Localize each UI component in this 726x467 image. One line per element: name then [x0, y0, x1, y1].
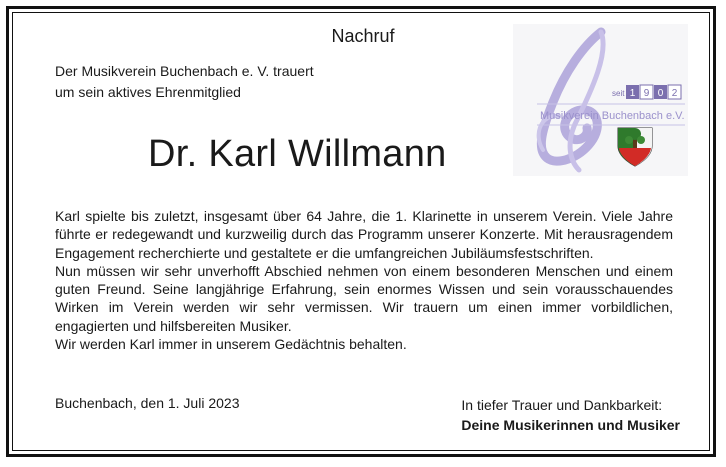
deceased-name: Dr. Karl Willmann — [148, 133, 447, 175]
logo-club-name: Musikverein Buchenbach e.V. — [540, 110, 685, 122]
closing-line: In tiefer Trauer und Dankbarkeit: — [461, 397, 663, 413]
year-digit: 9 — [643, 88, 650, 99]
intro-line: Der Musikverein Buchenbach e. V. trauert — [55, 63, 314, 79]
closing-block — [461, 395, 680, 435]
treble-clef-icon — [539, 32, 603, 170]
place-date: Buchenbach, den 1. Juli 2023 — [55, 395, 240, 411]
body-paragraph: Wir werden Karl immer in unserem Gedächtnis behalten. — [55, 336, 407, 353]
year-digit-boxes — [626, 85, 681, 99]
body-paragraph: Karl spielte bis zuletzt, insgesamt über 64 Jahre, die 1. Klarinette in unserem Verein. Viele Jahre führte er redegewandt und kurzweilig durch das Programm unserer Konzerte. Mit herausragendem Engagement recherchierte und gestaltete er die umfangreichen Jubiläumsfestschriften. — [55, 208, 673, 261]
coat-of-arms-icon — [618, 128, 652, 166]
year-digit: 2 — [671, 88, 678, 99]
signature: Deine Musikerinnen und Musiker — [461, 417, 680, 433]
intro-text — [55, 61, 415, 103]
logo-seit-text: seit — [612, 89, 625, 98]
intro-line: um sein aktives Ehrenmitglied — [55, 84, 241, 100]
year-digit: 0 — [657, 88, 664, 99]
logo-graphic — [513, 24, 688, 176]
year-digit: 1 — [629, 88, 636, 99]
body-text — [55, 207, 673, 353]
notice-heading: Nachruf — [331, 26, 395, 46]
body-paragraph: Nun müssen wir sehr unverhofft Abschied nehmen von einem besonderen Menschen und einem guten Freund. Seine langjährige Erfahrung, sein enormes Wissen und sein vorausschauendes Wirken im Verein werden wir sehr vermissen. Wir trauern um einen immer vorbildlichen, engagierten und hilfsbereiten Musiker. — [55, 262, 673, 334]
club-logo — [513, 24, 688, 176]
